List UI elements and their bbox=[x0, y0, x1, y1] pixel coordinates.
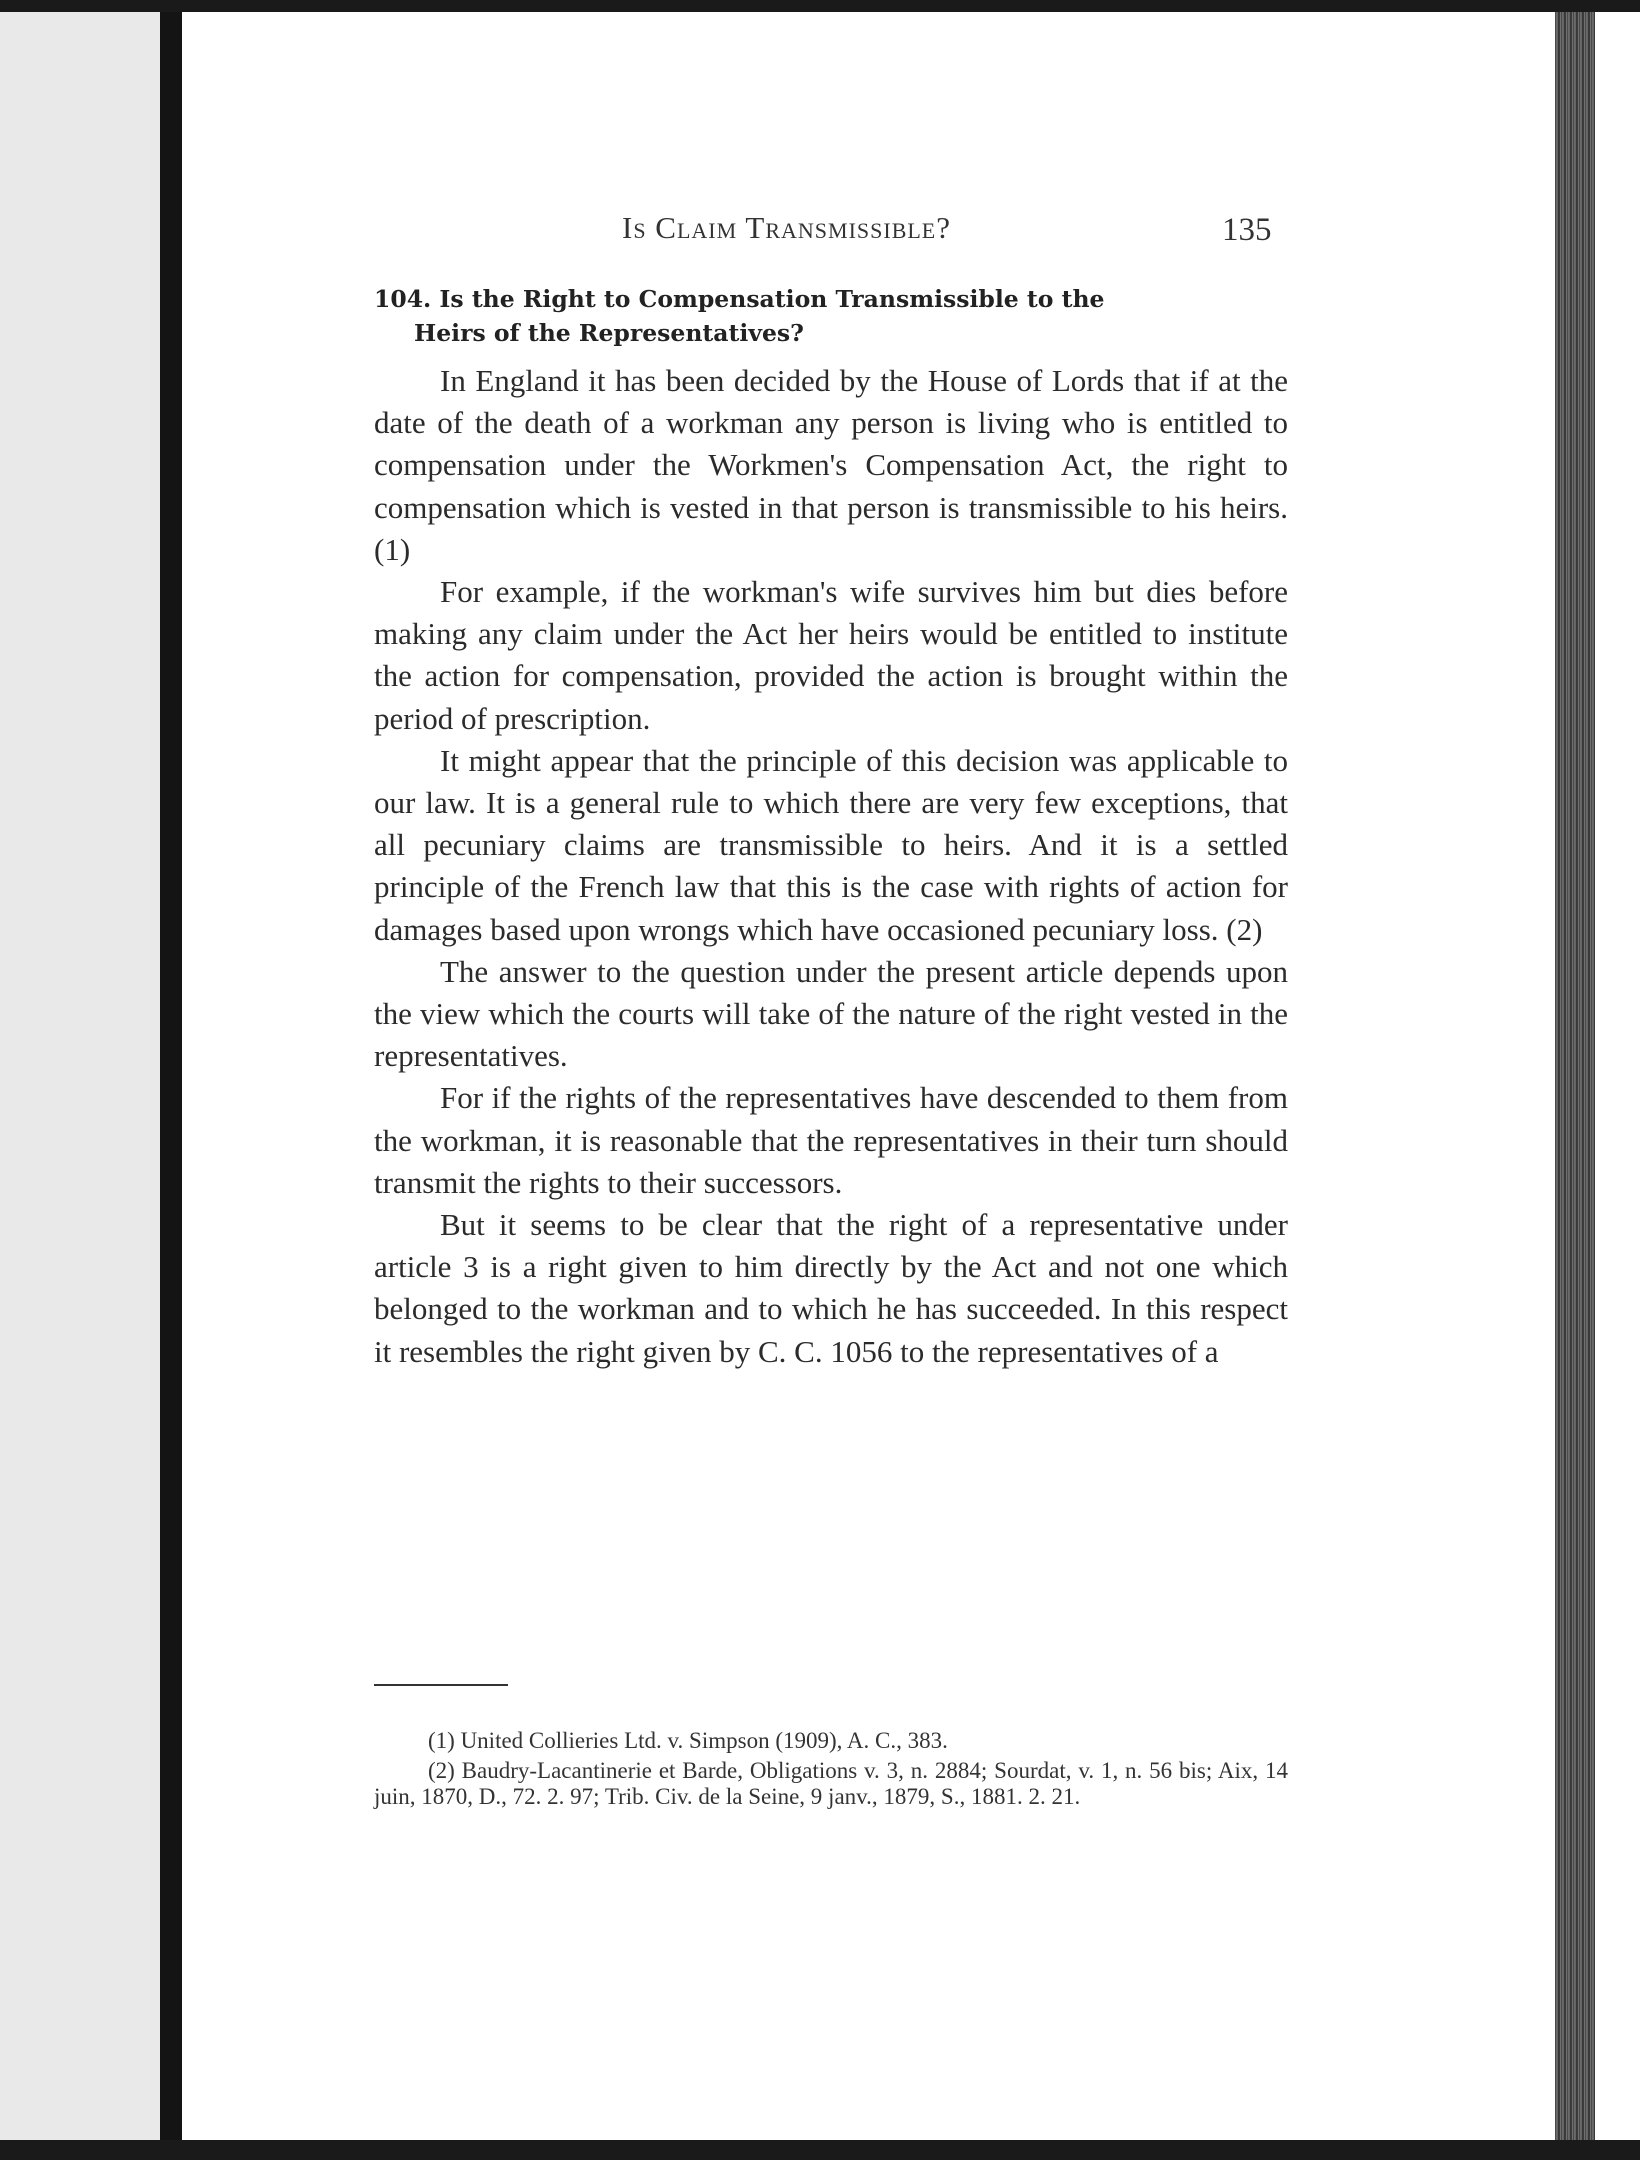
footnote-divider bbox=[374, 1684, 508, 1686]
section-heading bbox=[374, 282, 1286, 350]
paragraph: It might appear that the principle of this decision was applicable to our law. It is a general rule to which there are very few exceptions, that all pecuniary claims are transmissible to heirs. And it is a settled principle of the French law that this is the case with rights of action for damages based upon wrongs which have occasioned pecuniary loss. (2) bbox=[374, 742, 1288, 947]
paragraph: For if the rights of the representatives have descended to them from the workman, it is reasonable that the representatives in their turn should transmit the rights to their successors. bbox=[374, 1080, 1288, 1200]
body-text bbox=[374, 360, 1288, 1373]
running-head: Is Claim Transmissible? bbox=[622, 210, 952, 245]
footnote: (1) United Collieries Ltd. v. Simpson (1909), A. C., 383. bbox=[428, 1728, 948, 1753]
scan-top-border bbox=[0, 0, 1640, 12]
paragraph: But it seems to be clear that the right of a representative under article 3 is a right given to him directly by the Act and not one which belonged to the workman and to which he has succeeded. In this respect it resembles the right given by C. C. 1056 to the representatives of a bbox=[374, 1207, 1288, 1369]
paragraph: For example, if the workman's wife survives him but dies before making any claim under the Act her heirs would be entitled to institute the action for compensation, provided the action is brought within the period of prescription. bbox=[374, 574, 1288, 736]
footnotes bbox=[374, 1728, 1288, 1814]
footnote: (2) Baudry-Lacantinerie et Barde, Obligations v. 3, n. 2884; Sourdat, v. 1, n. 56 bis; Aix, 14 juin, 1870, D., 72. 2. 97; Trib. Civ. de la Seine, 9 janv., 1879, S., 1881. 2. 21. bbox=[374, 1758, 1288, 1809]
scan-bottom-border bbox=[0, 2140, 1640, 2160]
paragraph: The answer to the question under the present article depends upon the view which the courts will take of the nature of the right vested in the representatives. bbox=[374, 953, 1288, 1074]
book-gutter bbox=[160, 12, 182, 2160]
page-number: 135 bbox=[1222, 212, 1272, 248]
facing-page bbox=[0, 12, 160, 2160]
page-edge-stack bbox=[1555, 12, 1595, 2160]
section-heading-line-1: 104. Is the Right to Compensation Transmissible to the bbox=[374, 285, 1105, 313]
paragraph: In England it has been decided by the House of Lords that if at the date of the death of a workman any person is living who is entitled to compensation under the Workmen's Compensation Act, the right to compensation which is vested in that person is transmissible to his heirs. (1) bbox=[374, 363, 1288, 567]
section-heading-line-2: Heirs of the Representatives? bbox=[414, 319, 804, 347]
